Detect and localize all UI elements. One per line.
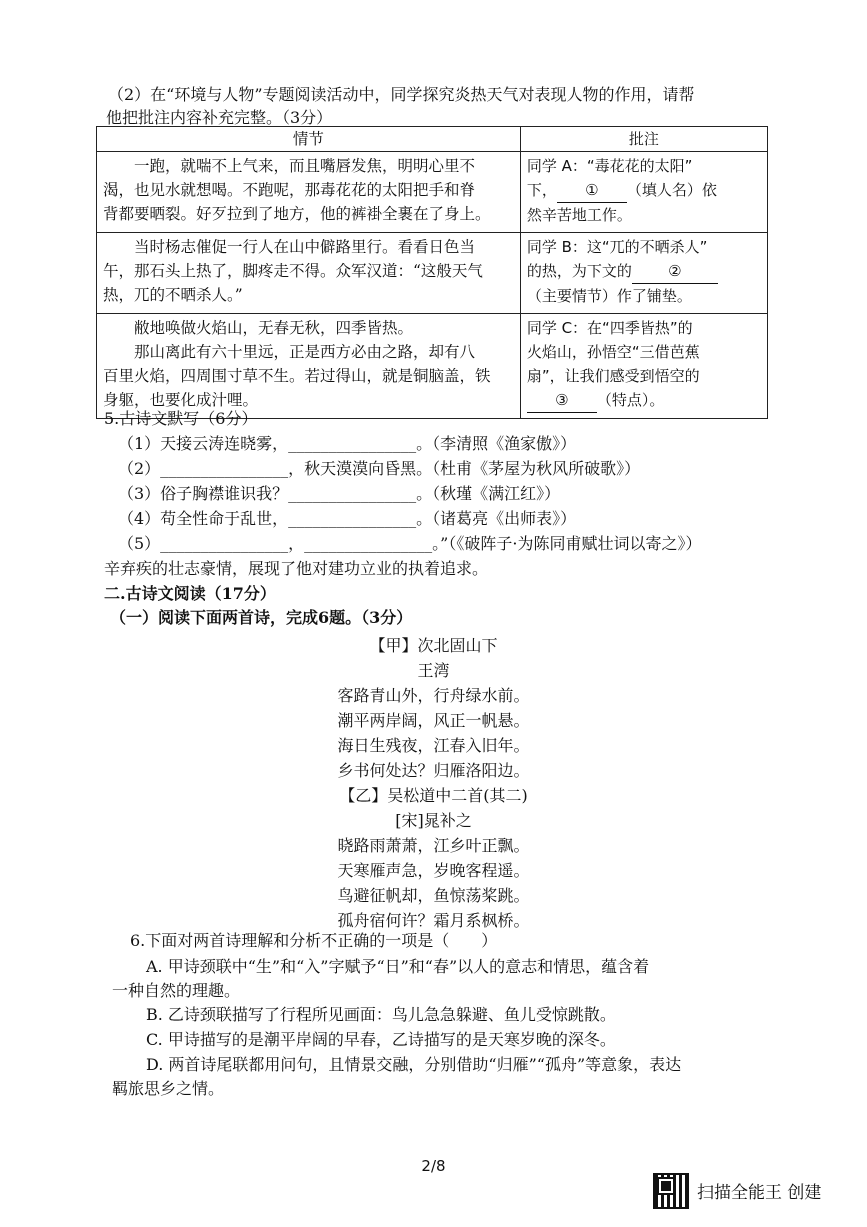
question-5-item: （5）________________，________________。”（《破阵子·为陈同甫赋壮词以寄之》）	[118, 534, 702, 553]
poem-b-title: 【乙】吴松道中二首(其二)	[339, 786, 528, 805]
poem-a-line: 客路青山外，行舟绿水前。	[337, 686, 530, 705]
poem-a-author: 王湾	[417, 661, 450, 680]
table-row	[97, 152, 768, 233]
scanner-watermark: 扫描全能王 创建	[697, 1183, 822, 1203]
table-header-plot: 情节	[97, 127, 521, 152]
question-5-item: （4）苟全性命于乱世，________________。（诸葛亮《出师表》）	[118, 509, 577, 528]
question-5-item: （2）________________，秋天漠漠向昏黑。（杜甫《茅屋为秋风所破歌》）	[118, 459, 641, 478]
option-a-line2: 一种自然的理趣。	[112, 981, 241, 1000]
option-d-line2: 羁旅思乡之情。	[112, 1079, 225, 1098]
question-4-2-line2: 他把批注内容补充完整。（3分）	[106, 108, 333, 127]
option-c[interactable]: C. 甲诗描写的是潮平岸阔的早春，乙诗描写的是天寒岁晚的深冬。	[146, 1030, 616, 1049]
plot-text: 百里火焰，四周围寸草不生。若过得山，就是铜脑盖，铁	[103, 367, 491, 385]
note-text: 然辛苦地工作。	[526, 206, 632, 224]
note-text: 扇”，让我们感受到悟空的	[526, 367, 700, 385]
qr-code-icon	[653, 1173, 689, 1209]
option-b[interactable]: B. 乙诗颈联描写了行程所见画面：鸟儿急急躲避、鱼儿受惊跳散。	[146, 1005, 616, 1024]
table-row	[97, 314, 768, 419]
poem-b-author: [宋]晁补之	[395, 811, 472, 830]
page-number: 2/8	[421, 1157, 446, 1175]
note-text: 火焰山，孙悟空“三借芭蕉	[526, 343, 700, 361]
option-d-line1[interactable]: D. 两首诗尾联都用问句，且情景交融，分别借助“归雁”“孤舟”等意象，表达	[146, 1055, 682, 1074]
plot-text: 身躯，也要化成汁哩。	[103, 391, 259, 409]
question-6-stem: 6.下面对两首诗理解和分析不正确的一项是（ ）	[130, 931, 498, 950]
note-text: 的热，为下文的	[526, 262, 632, 280]
answer-blank-3[interactable]: ③	[527, 388, 597, 413]
note-text: 同学 B：这“兀的不晒杀人”	[526, 238, 708, 256]
poem-b-line: 孤舟宿何许？霜月系枫桥。	[337, 911, 530, 930]
answer-blank-2[interactable]: ②	[632, 259, 718, 284]
question-5-tail: 辛弃疾的壮志豪情，展现了他对建功立业的执着追求。	[104, 559, 489, 578]
plot-text: 渴，也见水就想喝。不跑呢，那毒花花的太阳把手和脊	[103, 181, 476, 199]
poem-b-line: 晓路雨萧萧，江乡叶正飘。	[337, 836, 530, 855]
note-text: 同学 C：在“四季皆热”的	[526, 319, 693, 337]
plot-text: 那山离此有六十里远，正是西方必由之路，却有八	[134, 343, 476, 361]
question-5-item: （1）天接云涛连晓雾，________________。（李清照《渔家傲》）	[118, 434, 577, 453]
table-row	[97, 233, 768, 314]
plot-text: 敝地唤做火焰山，无春无秋，四季皆热。	[134, 319, 414, 337]
note-text: 下，	[526, 181, 557, 199]
plot-text: 当时杨志催促一行人在山中僻路里行。看看日色当	[134, 238, 476, 256]
poem-b-line: 天寒雁声急，岁晚客程遥。	[337, 861, 530, 880]
note-text: （主要情节）作了铺垫。	[526, 287, 692, 305]
poem-a-title: 【甲】次北固山下	[369, 636, 498, 655]
table-header-note: 批注	[520, 127, 767, 152]
poem-b-line: 鸟避征帆却，鱼惊荡桨跳。	[337, 886, 530, 905]
plot-text: 背都要晒裂。好歹拉到了地方，他的裤褂全裹在了身上。	[103, 205, 491, 223]
note-text: （填人名）依	[626, 181, 717, 199]
question-5-item: （3）俗子胸襟谁识我？________________。（秋瑾《满江红》）	[118, 484, 561, 503]
note-text: （特点）。	[596, 391, 665, 409]
answer-blank-1[interactable]: ①	[557, 178, 627, 203]
section-2-sub1: （一）阅读下面两首诗，完成6题。（3分）	[110, 608, 413, 627]
plot-text: 一跑，就喘不上气来，而且嘴唇发焦，明明心里不	[134, 157, 476, 175]
annotation-table	[96, 126, 768, 419]
plot-text: 热，兀的不晒杀人。”	[103, 286, 243, 304]
note-text: 同学 A：“毒花花的太阳”	[526, 157, 693, 175]
poem-a-line: 海日生残夜，江春入旧年。	[337, 736, 530, 755]
section-2-title: 二.古诗文阅读（17分）	[104, 584, 276, 603]
plot-text: 午，那石头上热了，脚疼走不得。众军汉道：“这般天气	[103, 262, 483, 280]
question-4-2-line1: （2）在“环境与人物”专题阅读活动中，同学探究炎热天气对表现人物的作用，请帮	[108, 85, 695, 104]
option-a-line1[interactable]: A. 甲诗颈联中“生”和“入”字赋予“日”和“春”以人的意志和情思，蕴含着	[146, 957, 650, 976]
poem-a-line: 潮平两岸阔，风正一帆悬。	[337, 711, 530, 730]
poem-a-line: 乡书何处达？归雁洛阳边。	[337, 761, 530, 780]
question-5-title: 5.古诗文默写（6分）	[104, 409, 258, 428]
